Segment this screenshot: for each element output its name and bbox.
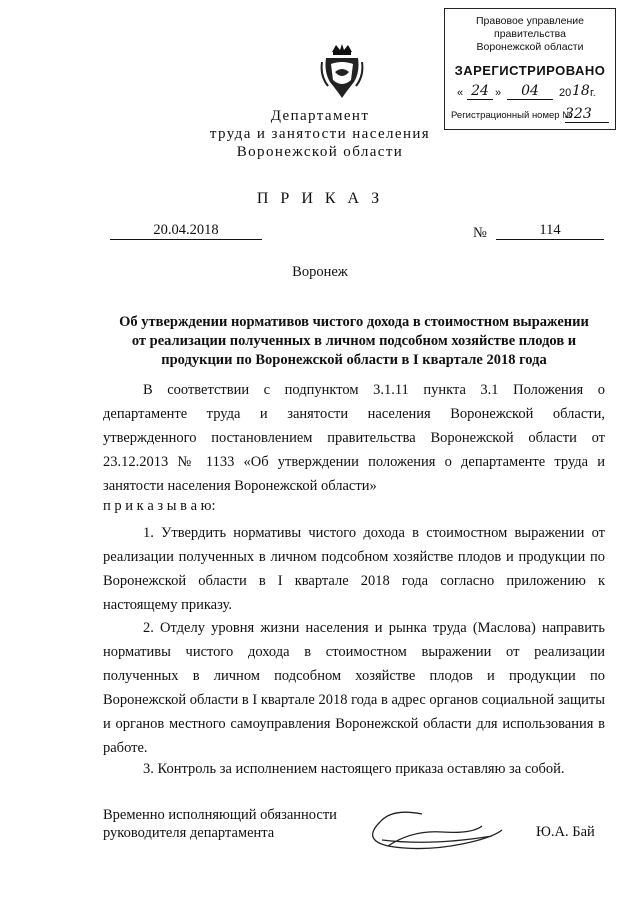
handwritten-signature	[352, 800, 512, 864]
order-city: Воронеж	[292, 264, 348, 280]
order-number-label: №	[473, 225, 487, 241]
signatory-name: Ю.А. Бай	[536, 824, 595, 840]
preamble-paragraph: В соответствии с подпунктом 3.1.11 пункта 3.1 Положения о департаменте труда и занятости населения Воронежской области, утвержденного постановлением правительства Воронежской области от 23.12.2013 № 1133 «Об утверждении положения о департаменте труда и занятости населения Воронежской области»	[103, 382, 605, 494]
subject-heading	[104, 313, 604, 370]
stamp-registered-label: ЗАРЕГИСТРИРОВАНО	[454, 63, 606, 78]
order-item-3: 3. Контроль за исполнением настоящего приказа оставляю за собой.	[143, 761, 565, 777]
order-date: 20.04.2018	[110, 222, 262, 240]
stamp-date-day: 24	[467, 83, 493, 100]
dept-name-line1: Департамент	[270, 108, 370, 124]
order-title: П Р И К А З	[256, 190, 384, 207]
stamp-organization	[445, 15, 615, 54]
signatory-position	[103, 806, 337, 842]
stamp-date-year-prefix: 20	[559, 87, 572, 99]
stamp-org-line2: Воронежской области	[476, 41, 584, 53]
order-word: п р и к а з ы в а ю:	[103, 498, 216, 514]
signatory-position-line2: руководителя департамента	[103, 825, 275, 841]
stamp-org-line1: Правовое управление правительства	[475, 15, 584, 40]
stamp-date-month: 04	[507, 83, 553, 100]
stamp-date-year-suffix: 18	[572, 83, 590, 99]
dept-name-line2: труда и занятости населения	[209, 126, 431, 142]
order-item-2: 2. Отделу уровня жизни населения и рынка труда (Маслова) направить нормативы чистого дохода в стоимостном выражении от реализации полученных в личном подсобном хозяйстве плодов и продукции по Воронежской области в I квартале 2018 года в адрес органов социальной защиты и органов местного самоуправления Воронежской области для использования в работе.	[103, 620, 605, 756]
stamp-date: « 24 » 04 20 18 г.	[457, 83, 596, 99]
subject-line3: продукции по Воронежской области в I квартале 2018 года	[161, 352, 547, 368]
dept-name-line3: Воронежской области	[236, 144, 404, 160]
order-number: 114	[496, 222, 604, 240]
signatory-position-line1: Временно исполняющий обязанности	[103, 807, 337, 823]
order-item-1: 1. Утвердить нормативы чистого дохода в стоимостном выражении от реализации полученных в личном подсобном хозяйстве плодов и продукции по Воронежской области в I квартале 2018 года согласно приложению к настоящему приказу.	[103, 525, 605, 613]
subject-line1: Об утверждении нормативов чистого дохода в стоимостном выражении	[119, 314, 589, 330]
stamp-reg-number-value: 323	[565, 106, 609, 123]
subject-line2: от реализации полученных в личном подсобном хозяйстве плодов и	[131, 333, 577, 349]
coat-of-arms-emblem	[320, 42, 364, 102]
stamp-reg-number-label: Регистрационный номер №	[451, 110, 573, 121]
